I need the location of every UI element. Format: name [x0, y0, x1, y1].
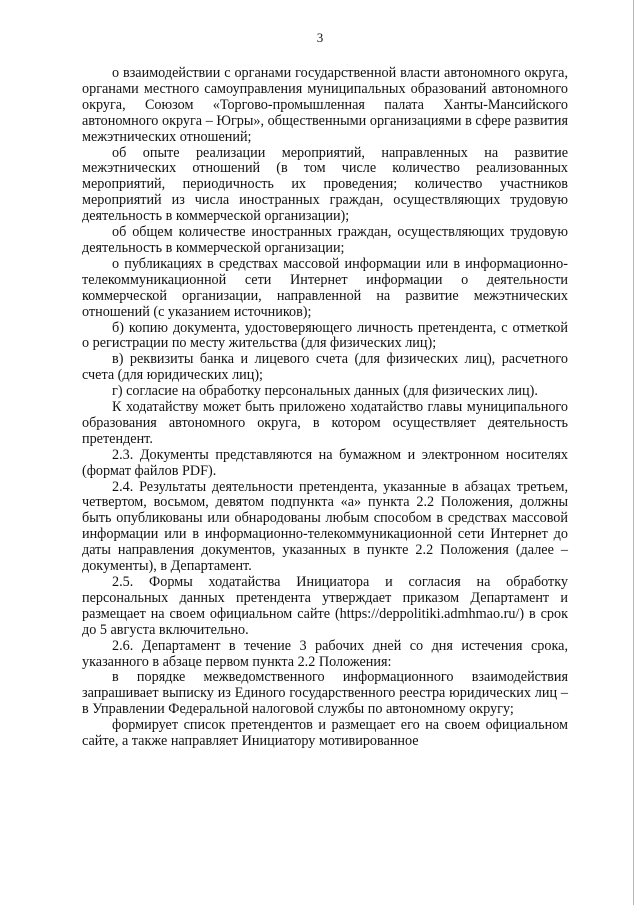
paragraph: 2.4. Результаты деятельности претендента, указанные в абзацах третьем, четвертом, восьмом, девятом подпункта «а» пункта 2.2 Положения, должны быть опубликованы или обнародованы любым способом в средствах массовой информации или в информационно-телекоммуникационной сети Интернет до даты направления документов, указанных в пункте 2.2 Положения (далее – документы), в Департамент.: [82, 478, 568, 575]
paragraph: формирует список претендентов и размещает его на своем официальном сайте, а также направляет Инициатору мотивированное: [82, 717, 568, 750]
paragraph: г) согласие на обработку персональных данных (для физических лиц).: [112, 383, 538, 400]
paragraph: К ходатайству может быть приложено ходатайство главы муниципального образования автономного округа, в котором осуществляет деятельность претендент.: [82, 399, 568, 447]
paragraph: об общем количестве иностранных граждан, осуществляющих трудовую деятельность в коммерческой организации;: [82, 224, 568, 256]
paragraph: о взаимодействии с органами государственной власти автономного округа, органами местного самоуправления муниципальных образований автономного округа, Союзом «Торгово-промышленная палата Ханты-Мансийского автономного округа – Югры», общественными организациями в сфере развития межэтнических отношений;: [82, 65, 568, 145]
paragraph: в порядке межведомственного информационного взаимодействия запрашивает выписку из Единого государственного реестра юридических лиц – в Управлении Федеральной налоговой службы по автономному округу;: [82, 669, 568, 718]
paragraph: об опыте реализации мероприятий, направленных на развитие межэтнических отношений (в том числе количество реализованных мероприятий, периодичность их проведения; количество участников мероприятий из числа иностранных граждан, осуществляющих трудовую деятельность в коммерческой организации);: [82, 144, 568, 225]
paragraph: в) реквизиты банка и лицевого счета (для физических лиц), расчетного счета (для юридических лиц);: [82, 351, 568, 384]
paragraph: 2.5. Формы ходатайства Инициатора и согласия на обработку персональных данных претендента утверждает приказом Департамент и размещает на своем официальном сайте (https://deppolitiki.admhmao.ru/) в срок до 5 августа включительно.: [82, 574, 568, 638]
page-number: 3: [316, 30, 324, 45]
paragraph: 2.3. Документы представляются на бумажном и электронном носителях (формат файлов PDF).: [82, 446, 568, 479]
paragraph: 2.6. Департамент в течение 3 рабочих дней со дня истечения срока, указанного в абзаце первом пункта 2.2 Положения:: [82, 637, 568, 670]
paragraph: о публикациях в средствах массовой информации или в информационно-телекоммуникационной сети Интернет информации о деятельности коммерческой организации, направленной на развитие межэтнических отношений (с указанием источников);: [82, 255, 568, 320]
page-edge: [633, 0, 634, 905]
document-body: [82, 66, 568, 750]
paragraph: б) копию документа, удостоверяющего личность претендента, с отметкой о регистрации по месту жительства (для физических лиц);: [82, 319, 568, 352]
